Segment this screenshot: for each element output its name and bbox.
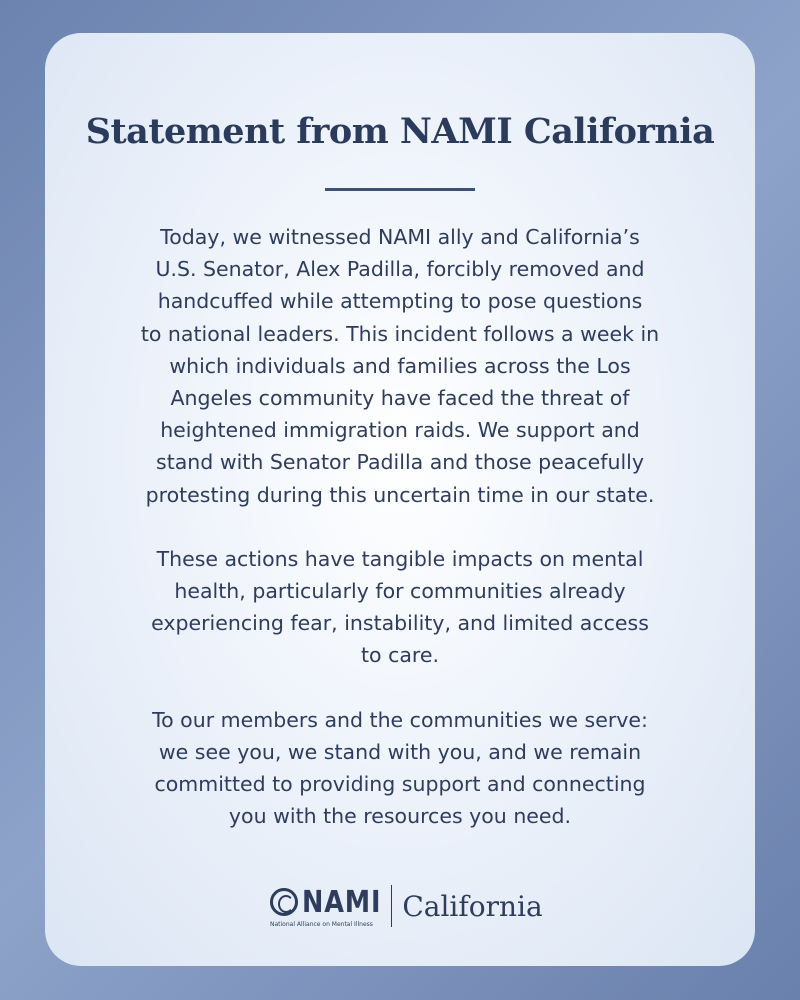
statement-body [45,221,755,864]
text-line: which individuals and families across the Los [169,353,631,378]
text-line: committed to providing support and connecting [154,772,646,797]
paragraph [45,704,755,833]
text-line: experiencing fear, instability, and limited access [151,611,649,636]
text-line: handcuffed while attempting to pose questions [157,289,643,314]
text-line: we see you, we stand with you, and we remain [158,739,642,764]
title-divider [325,188,475,191]
text-line: heightened immigration raids. We support and [160,418,640,443]
text-line: To our members and the communities we serve: [152,707,648,732]
page-title: Statement from NAMI California [85,111,715,152]
text-line: protesting during this uncertain time in our state. [145,482,655,507]
logo-wordmark: NAMI [302,884,382,920]
text-line: to care. [360,643,440,668]
text-line: stand with Senator Padilla and those peacefully [156,450,644,475]
nami-california-logo [270,881,543,931]
text-line: health, particularly for communities already [174,579,626,604]
text-line: you with the resources you need. [228,804,572,829]
text-line: Angeles community have faced the threat of [170,386,630,411]
logo-separator [391,885,392,927]
paragraph [45,221,755,511]
text-line: U.S. Senator, Alex Padilla, forcibly removed and [155,257,645,282]
text-line: These actions have tangible impacts on mental [156,546,644,571]
text-line: to national leaders. This incident follows a week in [140,321,660,346]
text-line: Today, we witnessed NAMI ally and California’s [160,225,640,249]
logo-region: California [402,889,543,923]
logo-tagline: National Alliance on Mental Illness [270,920,373,928]
statement-card [45,33,755,966]
paragraph [45,543,755,672]
nami-swirl-icon [270,888,298,916]
